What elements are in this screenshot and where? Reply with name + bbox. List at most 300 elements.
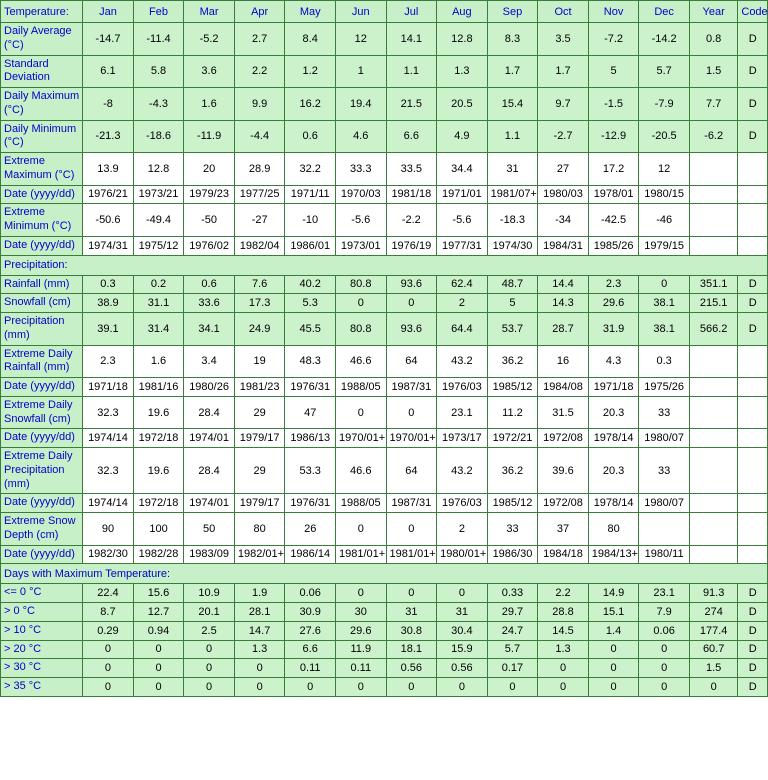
cell-value: 0 <box>538 678 589 697</box>
cell-value: 33.6 <box>184 294 235 313</box>
cell-value: 1.9 <box>234 584 285 603</box>
cell-value: 6.6 <box>386 120 437 153</box>
cell-value: -10 <box>285 204 336 237</box>
cell-value: 33 <box>639 448 690 494</box>
cell-code-value: D <box>738 313 768 346</box>
cell-value: 20 <box>184 153 235 186</box>
cell-value: 1972/08 <box>538 429 589 448</box>
cell-value: 29.6 <box>335 621 386 640</box>
cell-year-value: 215.1 <box>689 294 737 313</box>
cell-value: 6.1 <box>83 55 134 88</box>
cell-value: 30.8 <box>386 621 437 640</box>
cell-year-value: 0.8 <box>689 23 737 56</box>
cell-value: 1978/14 <box>588 494 639 513</box>
cell-value: 12 <box>639 153 690 186</box>
cell-value: 46.6 <box>335 448 386 494</box>
cell-code-value: D <box>738 55 768 88</box>
cell-value: 13.9 <box>83 153 134 186</box>
cell-value: 36.2 <box>487 448 538 494</box>
cell-value: -46 <box>639 204 690 237</box>
cell-value: -8 <box>83 88 134 121</box>
cell-value: 19 <box>234 345 285 378</box>
cell-value: 33.3 <box>335 153 386 186</box>
cell-value: 0 <box>133 659 184 678</box>
cell-year-value <box>689 378 737 397</box>
cell-value: 0 <box>184 640 235 659</box>
cell-value: 0.33 <box>487 584 538 603</box>
cell-value: 39.6 <box>538 448 589 494</box>
cell-value: 1970/03 <box>335 185 386 204</box>
cell-value: 14.3 <box>538 294 589 313</box>
cell-value: 0 <box>335 396 386 429</box>
cell-code-value <box>738 396 768 429</box>
cell-code-value: D <box>738 584 768 603</box>
cell-value: 31.9 <box>588 313 639 346</box>
cell-value: 0 <box>588 678 639 697</box>
cell-value: 8.3 <box>487 23 538 56</box>
cell-value: 80 <box>588 513 639 546</box>
cell-value: 20.3 <box>588 448 639 494</box>
cell-value: 0 <box>386 396 437 429</box>
cell-value: 32.3 <box>83 396 134 429</box>
cell-value: 1988/05 <box>335 378 386 397</box>
cell-year-value: 7.7 <box>689 88 737 121</box>
cell-value: 1976/03 <box>437 494 488 513</box>
cell-value: 1975/12 <box>133 236 184 255</box>
row-label: Date (yyyy/dd) <box>1 494 83 513</box>
cell-value: 0 <box>133 640 184 659</box>
cell-value: 0 <box>335 513 386 546</box>
cell-value: 2 <box>437 513 488 546</box>
cell-value: 0 <box>285 678 336 697</box>
cell-value: -2.2 <box>386 204 437 237</box>
cell-value: 1980/03 <box>538 185 589 204</box>
cell-code-value: D <box>738 621 768 640</box>
cell-value: 1981/01+ <box>386 545 437 564</box>
cell-value: 28.7 <box>538 313 589 346</box>
cell-year-value <box>689 429 737 448</box>
cell-value: 15.1 <box>588 603 639 622</box>
cell-value: 47 <box>285 396 336 429</box>
table-row <box>1 513 768 546</box>
cell-value: 1979/17 <box>234 429 285 448</box>
cell-code-value <box>738 494 768 513</box>
cell-code-value <box>738 429 768 448</box>
cell-value: 1.1 <box>386 55 437 88</box>
cell-value: 1974/31 <box>83 236 134 255</box>
cell-value: 12 <box>335 23 386 56</box>
cell-value: 0 <box>639 640 690 659</box>
cell-value: 2.3 <box>588 275 639 294</box>
row-label: Date (yyyy/dd) <box>1 185 83 204</box>
cell-value: 0 <box>234 678 285 697</box>
cell-value: 45.5 <box>285 313 336 346</box>
cell-year-value <box>689 513 737 546</box>
cell-year-value <box>689 494 737 513</box>
cell-value: 15.6 <box>133 584 184 603</box>
cell-value: 33.5 <box>386 153 437 186</box>
cell-value: 19.6 <box>133 448 184 494</box>
cell-value: 31.4 <box>133 313 184 346</box>
cell-value: 0 <box>184 678 235 697</box>
row-label: Date (yyyy/dd) <box>1 378 83 397</box>
cell-value: 1974/01 <box>184 429 235 448</box>
cell-value: 36.2 <box>487 345 538 378</box>
cell-value: 34.1 <box>184 313 235 346</box>
cell-value: 1971/01 <box>437 185 488 204</box>
cell-value: 48.3 <box>285 345 336 378</box>
table-row <box>1 429 768 448</box>
cell-value: 1976/03 <box>437 378 488 397</box>
row-label: Extreme Daily Snowfall (cm) <box>1 396 83 429</box>
cell-code-value <box>738 185 768 204</box>
cell-year-value <box>689 545 737 564</box>
cell-value: 1982/28 <box>133 545 184 564</box>
cell-value: 1982/30 <box>83 545 134 564</box>
cell-value: 31.5 <box>538 396 589 429</box>
cell-value: 0 <box>386 294 437 313</box>
cell-value: 21.5 <box>386 88 437 121</box>
row-label: Precipitation (mm) <box>1 313 83 346</box>
cell-value: 4.6 <box>335 120 386 153</box>
cell-value: 1974/14 <box>83 494 134 513</box>
table-row <box>1 659 768 678</box>
cell-value: 64 <box>386 448 437 494</box>
cell-value: 1973/17 <box>437 429 488 448</box>
row-label: > 0 °C <box>1 603 83 622</box>
cell-value: 80 <box>234 513 285 546</box>
cell-value: -27 <box>234 204 285 237</box>
cell-value: 0.56 <box>386 659 437 678</box>
cell-value: 12.7 <box>133 603 184 622</box>
cell-value: 5.8 <box>133 55 184 88</box>
cell-value: 1971/11 <box>285 185 336 204</box>
cell-value: 0 <box>639 659 690 678</box>
cell-value: -20.5 <box>639 120 690 153</box>
cell-value: 0.06 <box>639 621 690 640</box>
cell-code-value: D <box>738 120 768 153</box>
cell-value: 1.3 <box>437 55 488 88</box>
cell-value: 0.6 <box>184 275 235 294</box>
cell-value: 5.3 <box>285 294 336 313</box>
header-month-feb: Feb <box>133 1 184 23</box>
row-label: Daily Average (°C) <box>1 23 83 56</box>
row-label: Extreme Minimum (°C) <box>1 204 83 237</box>
cell-year-value: 1.5 <box>689 55 737 88</box>
cell-value: 1980/26 <box>184 378 235 397</box>
cell-value: -1.5 <box>588 88 639 121</box>
cell-value: -7.9 <box>639 88 690 121</box>
row-label: > 30 °C <box>1 659 83 678</box>
table-row <box>1 396 768 429</box>
cell-value: 38.9 <box>83 294 134 313</box>
header-month-oct: Oct <box>538 1 589 23</box>
cell-value: 27 <box>538 153 589 186</box>
cell-value: 3.6 <box>184 55 235 88</box>
cell-value: 1974/01 <box>184 494 235 513</box>
row-label: Extreme Snow Depth (cm) <box>1 513 83 546</box>
cell-value: 1978/14 <box>588 429 639 448</box>
cell-value: 17.3 <box>234 294 285 313</box>
cell-value: 31.1 <box>133 294 184 313</box>
cell-value: 28.8 <box>538 603 589 622</box>
header-month-dec: Dec <box>639 1 690 23</box>
cell-value: -5.2 <box>184 23 235 56</box>
cell-value: 1.2 <box>285 55 336 88</box>
row-label: <= 0 °C <box>1 584 83 603</box>
table-row <box>1 120 768 153</box>
cell-year-value: 351.1 <box>689 275 737 294</box>
cell-value: 1975/26 <box>639 378 690 397</box>
cell-value: 90 <box>83 513 134 546</box>
cell-code-value: D <box>738 603 768 622</box>
cell-value: 9.7 <box>538 88 589 121</box>
cell-value: 0 <box>83 640 134 659</box>
cell-value <box>639 513 690 546</box>
cell-value: 1986/01 <box>285 236 336 255</box>
row-label: > 10 °C <box>1 621 83 640</box>
cell-value: 1971/18 <box>83 378 134 397</box>
cell-value: 50 <box>184 513 235 546</box>
cell-value: 0 <box>335 678 386 697</box>
cell-value: 48.7 <box>487 275 538 294</box>
cell-value: 33 <box>639 396 690 429</box>
table-row <box>1 584 768 603</box>
cell-value: 18.1 <box>386 640 437 659</box>
cell-year-value <box>689 185 737 204</box>
row-label: Rainfall (mm) <box>1 275 83 294</box>
header-section-label: Temperature: <box>1 1 83 23</box>
cell-value: -50.6 <box>83 204 134 237</box>
cell-value: 1 <box>335 55 386 88</box>
table-row <box>1 378 768 397</box>
cell-value: 0.17 <box>487 659 538 678</box>
cell-value: 29 <box>234 396 285 429</box>
cell-value: -11.9 <box>184 120 235 153</box>
cell-value: 29 <box>234 448 285 494</box>
cell-code-value: D <box>738 294 768 313</box>
cell-value: 1978/01 <box>588 185 639 204</box>
cell-value: 1984/31 <box>538 236 589 255</box>
table-row <box>1 448 768 494</box>
section-title: Precipitation: <box>1 255 768 275</box>
header-month-nov: Nov <box>588 1 639 23</box>
cell-value: 12.8 <box>437 23 488 56</box>
cell-value: 0 <box>184 659 235 678</box>
cell-value: -5.6 <box>335 204 386 237</box>
row-label: > 20 °C <box>1 640 83 659</box>
section-header-row <box>1 564 768 584</box>
header-month-may: May <box>285 1 336 23</box>
cell-value: 1982/04 <box>234 236 285 255</box>
cell-value: 5.7 <box>487 640 538 659</box>
cell-value: -7.2 <box>588 23 639 56</box>
cell-year-value: 91.3 <box>689 584 737 603</box>
cell-value: 2.2 <box>234 55 285 88</box>
section-title: Days with Maximum Temperature: <box>1 564 768 584</box>
cell-value: 31 <box>386 603 437 622</box>
cell-value: 1985/26 <box>588 236 639 255</box>
table-row <box>1 236 768 255</box>
cell-value: 1982/01+ <box>234 545 285 564</box>
cell-value: 1987/31 <box>386 494 437 513</box>
cell-value: 1973/21 <box>133 185 184 204</box>
cell-value: -2.7 <box>538 120 589 153</box>
cell-value: -5.6 <box>437 204 488 237</box>
cell-value: 1.6 <box>184 88 235 121</box>
cell-value: 11.9 <box>335 640 386 659</box>
cell-value: 64.4 <box>437 313 488 346</box>
cell-value: 15.4 <box>487 88 538 121</box>
cell-value: 27.6 <box>285 621 336 640</box>
cell-value: 1988/05 <box>335 494 386 513</box>
row-label: Date (yyyy/dd) <box>1 236 83 255</box>
cell-value: 29.7 <box>487 603 538 622</box>
cell-value: 0.94 <box>133 621 184 640</box>
table-row <box>1 294 768 313</box>
cell-value: 1.6 <box>133 345 184 378</box>
cell-year-value: 60.7 <box>689 640 737 659</box>
cell-value: 1976/21 <box>83 185 134 204</box>
cell-value: 1.7 <box>538 55 589 88</box>
cell-value: 14.7 <box>234 621 285 640</box>
cell-year-value: 566.2 <box>689 313 737 346</box>
cell-value: 0 <box>588 640 639 659</box>
cell-value: 4.9 <box>437 120 488 153</box>
cell-value: 1977/31 <box>437 236 488 255</box>
row-label: Extreme Daily Rainfall (mm) <box>1 345 83 378</box>
cell-value: 2.7 <box>234 23 285 56</box>
cell-value: 16.2 <box>285 88 336 121</box>
cell-value: 1979/17 <box>234 494 285 513</box>
cell-year-value: 0 <box>689 678 737 697</box>
cell-value: 32.2 <box>285 153 336 186</box>
cell-value: 1983/09 <box>184 545 235 564</box>
cell-value: 3.5 <box>538 23 589 56</box>
cell-year-value <box>689 396 737 429</box>
cell-value: 1976/02 <box>184 236 235 255</box>
cell-value: 0 <box>386 584 437 603</box>
cell-code-value <box>738 345 768 378</box>
cell-year-value <box>689 448 737 494</box>
table-row <box>1 494 768 513</box>
cell-value: 6.6 <box>285 640 336 659</box>
cell-value: 0.11 <box>335 659 386 678</box>
cell-value: 1974/14 <box>83 429 134 448</box>
cell-value: 1.7 <box>487 55 538 88</box>
cell-value: 30.4 <box>437 621 488 640</box>
cell-value: 28.1 <box>234 603 285 622</box>
cell-value: 16 <box>538 345 589 378</box>
cell-value: 28.4 <box>184 396 235 429</box>
table-header-row <box>1 1 768 23</box>
cell-value: 8.7 <box>83 603 134 622</box>
cell-value: 1974/30 <box>487 236 538 255</box>
cell-value: 23.1 <box>639 584 690 603</box>
cell-value: 62.4 <box>437 275 488 294</box>
cell-value: 93.6 <box>386 275 437 294</box>
cell-value: 53.7 <box>487 313 538 346</box>
table-row <box>1 88 768 121</box>
cell-value: 0 <box>437 584 488 603</box>
cell-year-value: 1.5 <box>689 659 737 678</box>
cell-value: 24.9 <box>234 313 285 346</box>
cell-value: 1973/01 <box>335 236 386 255</box>
cell-code-value: D <box>738 678 768 697</box>
cell-value: 1981/16 <box>133 378 184 397</box>
cell-code-value: D <box>738 275 768 294</box>
cell-value: 19.6 <box>133 396 184 429</box>
table-row <box>1 313 768 346</box>
cell-value: -4.4 <box>234 120 285 153</box>
row-label: Snowfall (cm) <box>1 294 83 313</box>
cell-year-value <box>689 345 737 378</box>
cell-value: 23.1 <box>437 396 488 429</box>
cell-value: 26 <box>285 513 336 546</box>
section-header-row <box>1 255 768 275</box>
cell-value: 0 <box>234 659 285 678</box>
cell-value: 37 <box>538 513 589 546</box>
cell-value: 38.1 <box>639 294 690 313</box>
cell-value: 0.06 <box>285 584 336 603</box>
cell-value: 0 <box>538 659 589 678</box>
cell-value: 64 <box>386 345 437 378</box>
table-row <box>1 23 768 56</box>
cell-value: 0 <box>639 275 690 294</box>
cell-value: 40.2 <box>285 275 336 294</box>
cell-value: 1987/31 <box>386 378 437 397</box>
cell-value: 1.4 <box>588 621 639 640</box>
cell-value: 2.3 <box>83 345 134 378</box>
cell-year-value <box>689 236 737 255</box>
cell-value: 10.9 <box>184 584 235 603</box>
cell-code-value <box>738 236 768 255</box>
row-label: Standard Deviation <box>1 55 83 88</box>
cell-value: 1981/18 <box>386 185 437 204</box>
row-label: > 35 °C <box>1 678 83 697</box>
cell-value: -11.4 <box>133 23 184 56</box>
cell-value: 1980/11 <box>639 545 690 564</box>
row-label: Extreme Maximum (°C) <box>1 153 83 186</box>
cell-value: 0 <box>386 678 437 697</box>
cell-value: 43.2 <box>437 345 488 378</box>
cell-value: 0 <box>335 294 386 313</box>
cell-value: 34.4 <box>437 153 488 186</box>
cell-value: -21.3 <box>83 120 134 153</box>
cell-value: 32.3 <box>83 448 134 494</box>
cell-value: 20.3 <box>588 396 639 429</box>
row-label: Daily Minimum (°C) <box>1 120 83 153</box>
cell-value: 0.3 <box>83 275 134 294</box>
cell-value: -34 <box>538 204 589 237</box>
cell-value: 0 <box>386 513 437 546</box>
cell-value: 0 <box>335 584 386 603</box>
cell-value: 0.56 <box>437 659 488 678</box>
cell-value: 0.3 <box>639 345 690 378</box>
cell-value: 0 <box>588 659 639 678</box>
cell-value: 12.8 <box>133 153 184 186</box>
cell-value: 0 <box>133 678 184 697</box>
header-month-sep: Sep <box>487 1 538 23</box>
cell-value: 93.6 <box>386 313 437 346</box>
cell-value: 1.3 <box>538 640 589 659</box>
cell-value: 53.3 <box>285 448 336 494</box>
cell-value: 2.2 <box>538 584 589 603</box>
cell-value: 1970/01+ <box>335 429 386 448</box>
cell-value: 2.5 <box>184 621 235 640</box>
row-label: Date (yyyy/dd) <box>1 545 83 564</box>
cell-value: 1985/12 <box>487 494 538 513</box>
